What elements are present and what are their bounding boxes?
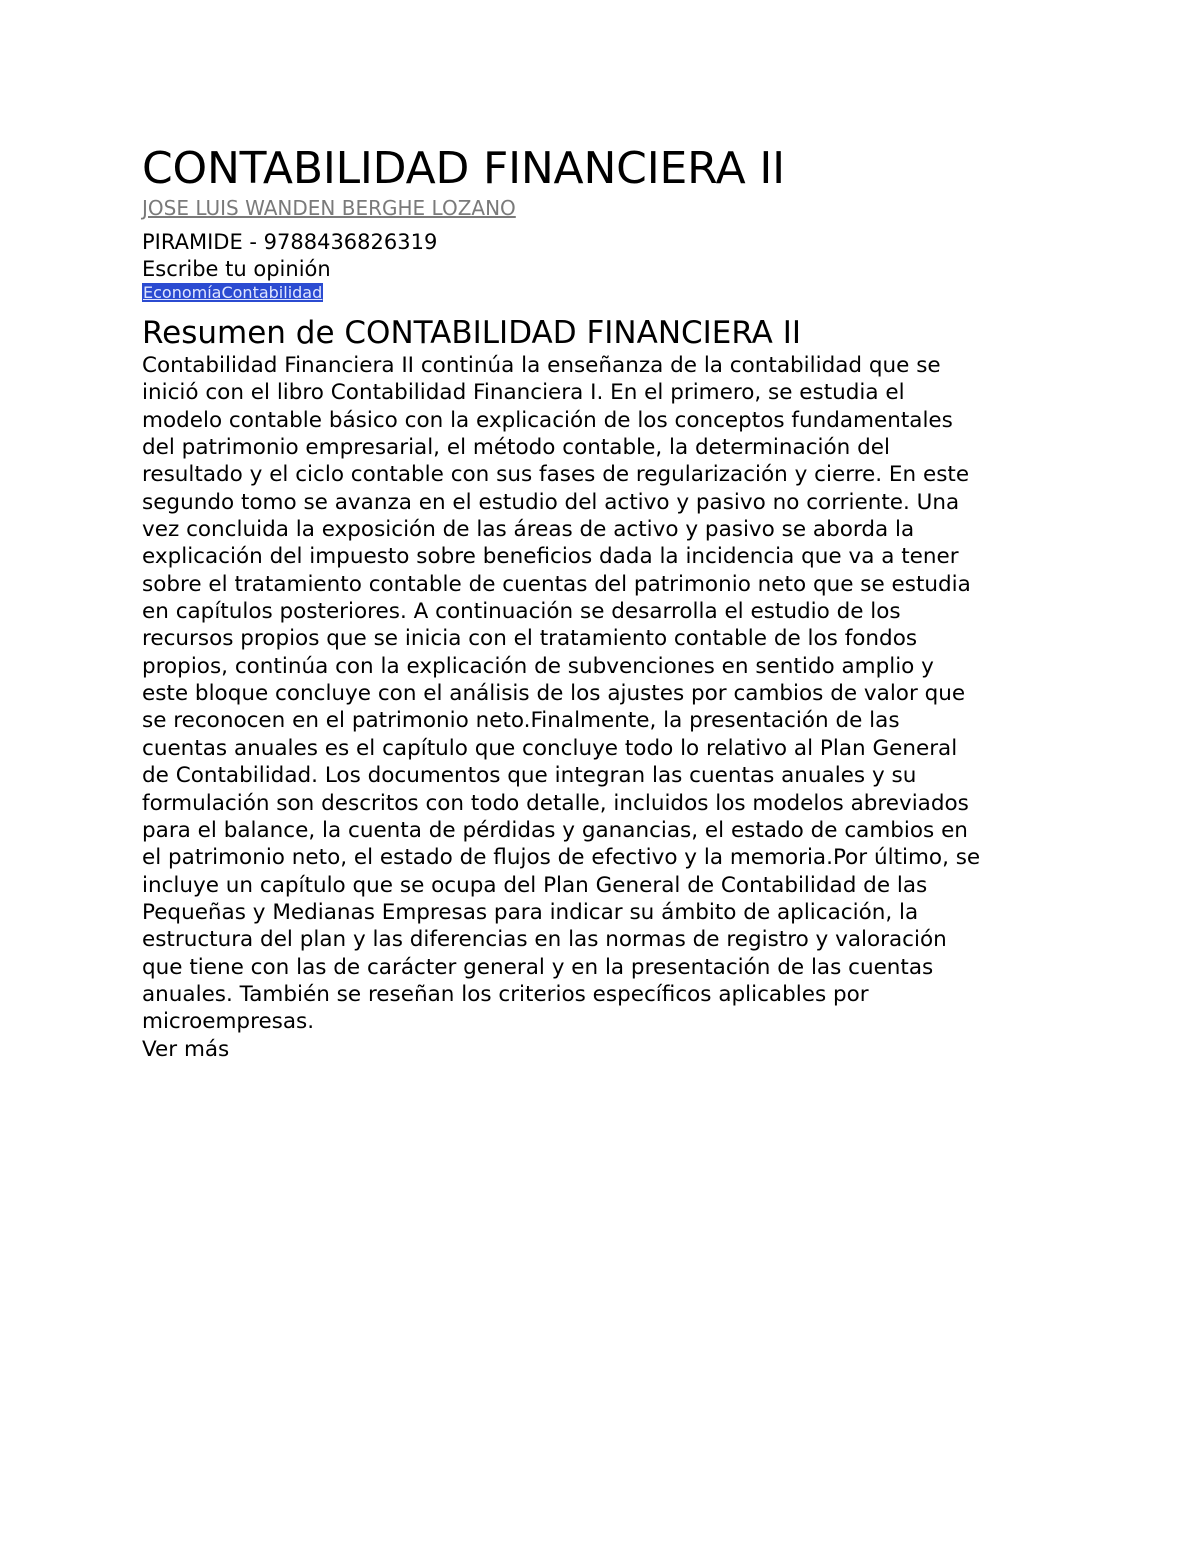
summary-line: Pequeñas y Medianas Empresas para indicar su ámbito de aplicación, la — [142, 899, 919, 925]
summary-line: de Contabilidad. Los documentos que integran las cuentas anuales y su — [142, 763, 917, 789]
summary-heading: Resumen de CONTABILIDAD FINANCIERA II — [142, 315, 802, 351]
see-more-link[interactable]: Ver más — [142, 1036, 230, 1062]
summary-line: cuentas anuales es el capítulo que concluye todo lo relativo al Plan General — [142, 735, 958, 761]
summary-line: vez concluida la exposición de las áreas de activo y pasivo se aborda la — [142, 517, 915, 543]
category-links — [142, 283, 323, 302]
book-title: CONTABILIDAD FINANCIERA II — [142, 143, 785, 194]
summary-line: propios, continúa con la explicación de subvenciones en sentido amplio y — [142, 653, 934, 679]
summary-line: formulación son descritos con todo detalle, incluidos los modelos abreviados — [142, 790, 969, 816]
summary-line: inició con el libro Contabilidad Financiera I. En el primero, se estudia el — [142, 380, 905, 406]
publisher-isbn: PIRAMIDE - 9788436826319 — [142, 230, 438, 254]
summary-line: recursos propios que se inicia con el tratamiento contable de los fondos — [142, 626, 918, 652]
summary-line: para el balance, la cuenta de pérdidas y ganancias, el estado de cambios en — [142, 817, 968, 843]
document-page — [142, 140, 1082, 1063]
author-link[interactable]: JOSE LUIS WANDEN BERGHE LOZANO — [142, 196, 516, 220]
category-link-contabilidad[interactable]: Contabilidad — [221, 283, 323, 302]
summary-line: sobre el tratamiento contable de cuentas del patrimonio neto que se estudia — [142, 571, 971, 597]
category-link-economia[interactable]: Economía — [143, 283, 222, 302]
summary-line: resultado y el ciclo contable con sus fases de regularización y cierre. En este — [142, 462, 970, 488]
summary-line: se reconocen en el patrimonio neto.Finalmente, la presentación de las — [142, 708, 900, 734]
summary-line: Contabilidad Financiera II continúa la enseñanza de la contabilidad que se — [142, 353, 941, 378]
summary-line: el patrimonio neto, el estado de flujos de efectivo y la memoria.Por último, se — [142, 845, 981, 871]
summary-text — [142, 352, 1072, 1036]
summary-line: microempresas. — [142, 1009, 315, 1035]
write-review-link[interactable]: Escribe tu opinión — [142, 257, 331, 281]
summary-line: segundo tomo se avanza en el estudio del activo y pasivo no corriente. Una — [142, 489, 960, 515]
summary-line: modelo contable básico con la explicación de los conceptos fundamentales — [142, 407, 953, 433]
summary-line: que tiene con las de carácter general y en la presentación de las cuentas — [142, 954, 934, 980]
summary-line: incluye un capítulo que se ocupa del Plan General de Contabilidad de las — [142, 872, 928, 898]
summary-line: este bloque concluye con el análisis de los ajustes por cambios de valor que — [142, 681, 966, 707]
summary-line: estructura del plan y las diferencias en las normas de registro y valoración — [142, 927, 947, 953]
summary-line: en capítulos posteriores. A continuación se desarrolla el estudio de los — [142, 599, 901, 625]
summary-line: anuales. También se reseñan los criterios específicos aplicables por — [142, 981, 869, 1007]
summary-line: del patrimonio empresarial, el método contable, la determinación del — [142, 435, 890, 461]
summary-line: explicación del impuesto sobre beneficios dada la incidencia que va a tener — [142, 544, 959, 570]
